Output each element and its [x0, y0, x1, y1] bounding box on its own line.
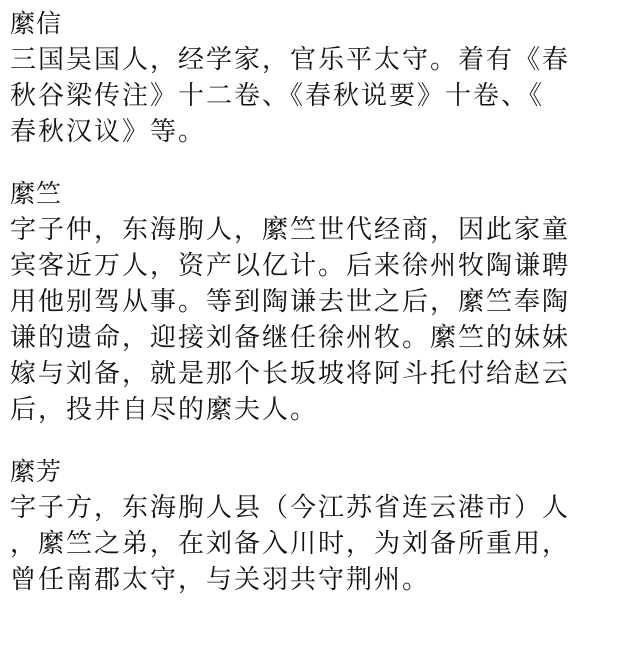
- entry-text-line: 字子方，东海朐人县（今江苏省连云港市）人: [10, 493, 571, 523]
- entry-text-line: 谦的遗命，迎接刘备继任徐州牧。縻竺的妹妹: [10, 323, 571, 353]
- entry-title: 縻信: [10, 9, 63, 38]
- entry-text-line: 嫁与刘备，就是那个长坂坡将阿斗托付给赵云: [10, 359, 571, 389]
- entry-text-line: 宾客近万人，资产以亿计。后来徐州牧陶谦聘: [10, 251, 571, 281]
- entry-text-line: 春秋汉议》等。: [10, 117, 207, 147]
- entry-text-line: 曾任南郡太守，与关羽共守荆州。: [10, 565, 431, 595]
- entry-title: 縻芳: [10, 457, 63, 486]
- entry-title: 縻竺: [10, 179, 63, 208]
- entry-mi-xin: [10, 6, 632, 150]
- entry-text-line: 三国吴国人，经学家，官乐平太守。着有《春: [10, 45, 571, 75]
- entry-text-line: 用他别驾从事。等到陶谦去世之后，縻竺奉陶: [10, 287, 571, 317]
- entry-mi-zhu: [10, 176, 632, 428]
- entry-text-line: ，縻竺之弟，在刘备入川时，为刘备所重用，: [10, 529, 571, 559]
- entry-text-line: 字子仲，东海朐人，縻竺世代经商，因此家童: [10, 215, 571, 245]
- entry-text-line: 后，投井自尽的縻夫人。: [10, 395, 319, 425]
- entry-mi-fang: [10, 454, 632, 598]
- entry-text-line: 秋谷梁传注》十二卷、《春秋说要》十卷、《: [10, 81, 545, 111]
